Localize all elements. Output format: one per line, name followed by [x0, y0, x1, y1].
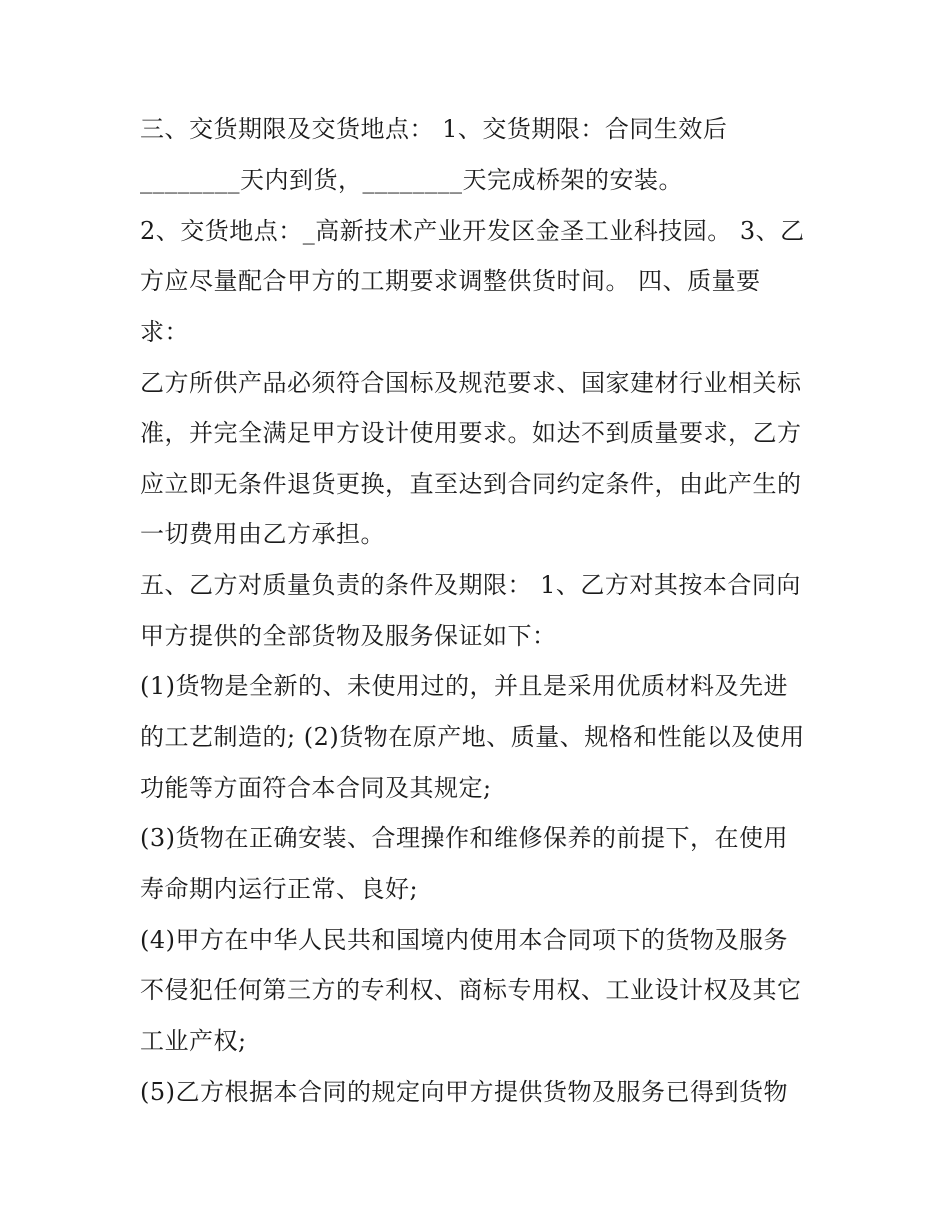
text-line-2: ________天内到货，________天完成桥架的安装。: [140, 166, 683, 194]
text-line-19: 工业产权;: [140, 1027, 247, 1055]
text-line-11: 甲方提供的全部货物及服务保证如下：: [140, 622, 557, 650]
text-line-5: 求：: [140, 318, 189, 346]
text-line-17: (4)甲方在中华人民共和国境内使用本合同项下的货物及服务: [140, 926, 788, 954]
text-line-8: 应立即无条件退货更换，直至达到合同约定条件，由此产生的: [140, 470, 802, 498]
text-line-15: (3)货物在正确安装、合理操作和维修保养的前提下，在使用: [140, 824, 788, 852]
text-line-10: 五、乙方对质量负责的条件及期限： 1、乙方对其按本合同向: [140, 571, 801, 599]
text-line-20: (5)乙方根据本合同的规定向甲方提供货物及服务已得到货物: [140, 1078, 788, 1106]
text-line-7: 准，并完全满足甲方设计使用要求。如达不到质量要求，乙方: [140, 419, 802, 447]
text-line-12: (1)货物是全新的、未使用过的，并且是采用优质材料及先进: [140, 672, 788, 700]
text-line-1: 三、交货期限及交货地点： 1、交货期限：合同生效后: [140, 115, 728, 143]
text-line-9: 一切费用由乙方承担。: [140, 520, 385, 548]
text-line-16: 寿命期内运行正常、良好;: [140, 875, 419, 903]
text-line-6: 乙方所供产品必须符合国标及规范要求、国家建材行业相关标: [140, 369, 802, 397]
text-line-14: 功能等方面符合本合同及其规定;: [140, 774, 492, 802]
text-line-13: 的工艺制造的; (2)货物在原产地、质量、规格和性能以及使用: [140, 723, 805, 751]
text-line-4: 方应尽量配合甲方的工期要求调整供货时间。 四、质量要: [140, 267, 761, 295]
text-line-18: 不侵犯任何第三方的专利权、商标专用权、工业设计权及其它: [140, 976, 802, 1004]
text-line-3: 2、交货地点：_高新技术产业开发区金圣工业科技园。 3、乙: [140, 217, 805, 245]
